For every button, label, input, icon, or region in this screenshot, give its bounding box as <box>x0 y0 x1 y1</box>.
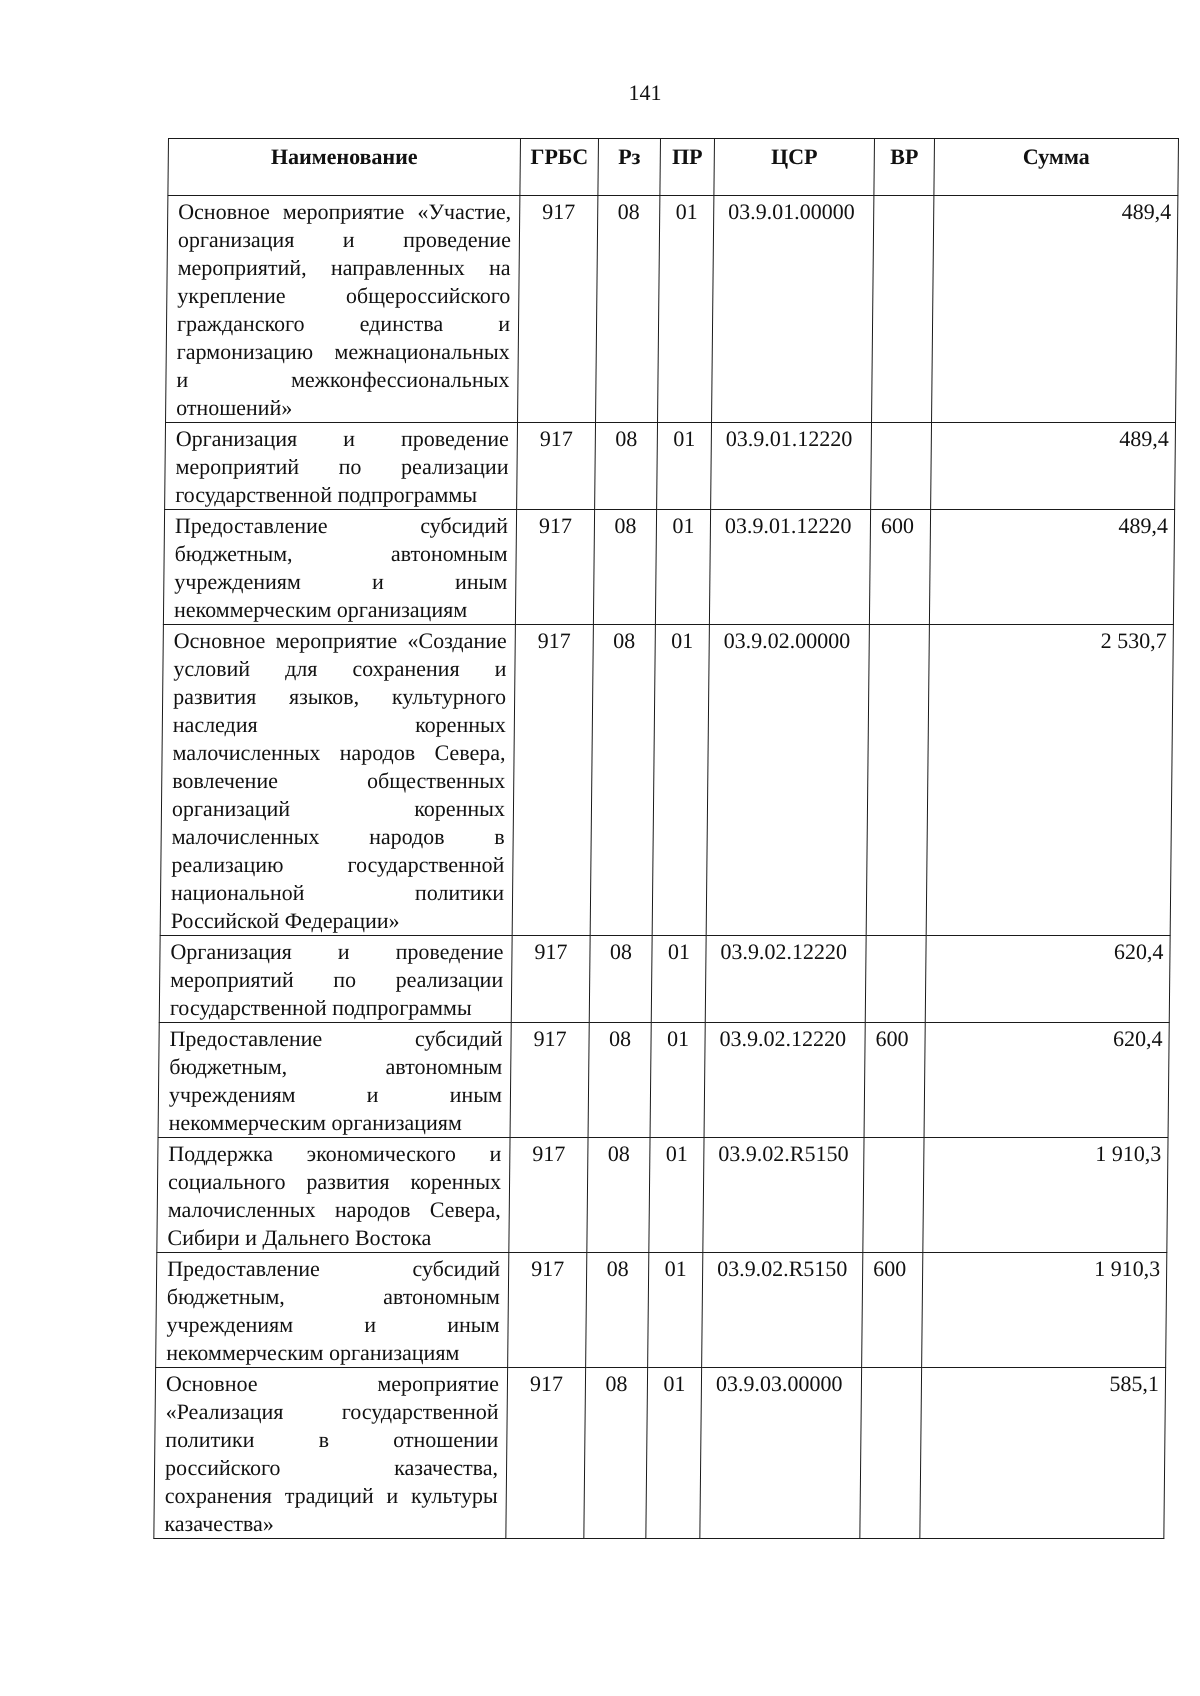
budget-table <box>153 138 1179 1539</box>
cell-vr: 600 <box>869 510 930 625</box>
cell-pr: 01 <box>651 936 706 1023</box>
table-row <box>165 423 1176 510</box>
cell-sum: 620,4 <box>925 936 1170 1023</box>
cell-vr <box>866 625 929 936</box>
table-header-row <box>168 139 1179 196</box>
cell-csr: 03.9.01.12220 <box>709 510 870 625</box>
cell-rz: 08 <box>584 1368 648 1539</box>
cell-csr: 03.9.01.00000 <box>712 196 874 423</box>
cell-sum: 489,4 <box>931 423 1176 510</box>
cell-pr: 01 <box>652 625 709 936</box>
cell-csr: 03.9.02.00000 <box>706 625 869 936</box>
cell-csr: 03.9.02.R5150 <box>703 1138 864 1253</box>
table-row <box>157 1138 1168 1253</box>
table-row <box>159 936 1170 1023</box>
cell-name: Поддержка экономического и социального развития коренных малочисленных народов Севера, Сибири и Дальнего Востока <box>157 1138 510 1253</box>
cell-grbs: 917 <box>512 625 593 936</box>
cell-name: Предоставление субсидий бюджетным, автономным учреждениям и иным некоммерческим организациям <box>163 510 516 625</box>
cell-pr: 01 <box>646 1368 702 1539</box>
cell-grbs: 917 <box>511 936 590 1023</box>
header-grbs: ГРБС <box>520 139 599 196</box>
cell-sum: 620,4 <box>924 1023 1169 1138</box>
header-pr: ПР <box>660 139 715 196</box>
header-sum: Сумма <box>934 139 1179 196</box>
cell-vr <box>865 936 926 1023</box>
cell-rz: 08 <box>595 423 658 510</box>
header-csr: ЦСР <box>714 139 875 196</box>
cell-sum: 489,4 <box>929 510 1174 625</box>
cell-csr: 03.9.02.12220 <box>704 1023 865 1138</box>
cell-sum: 1 910,3 <box>923 1138 1168 1253</box>
cell-csr: 03.9.02.12220 <box>705 936 866 1023</box>
cell-name: Основное мероприятие «Реализация государственной политики в отношении российского казачества, сохранения традиций и культуры казачества» <box>154 1368 508 1539</box>
cell-vr <box>863 1138 924 1253</box>
cell-grbs: 917 <box>508 1253 587 1368</box>
cell-pr: 01 <box>657 423 712 510</box>
table-row <box>163 510 1174 625</box>
cell-sum: 2 530,7 <box>926 625 1173 936</box>
cell-vr: 600 <box>862 1253 923 1368</box>
cell-sum: 1 910,3 <box>922 1253 1167 1368</box>
cell-pr: 01 <box>648 1253 703 1368</box>
cell-name: Организация и проведение мероприятий по реализации государственной подпрограммы <box>165 423 518 510</box>
cell-grbs: 917 <box>506 1368 586 1539</box>
cell-csr: 03.9.02.R5150 <box>702 1253 863 1368</box>
cell-sum: 585,1 <box>920 1368 1166 1539</box>
cell-sum: 489,4 <box>932 196 1178 423</box>
cell-rz: 08 <box>586 1253 649 1368</box>
cell-name: Основное мероприятие «Создание условий для сохранения и развития языков, культурного наследия коренных малочисленных народов Севера, вовлечение общественных организаций коренных малочисленных народов в реализацию государственной национальной политики Российской Федерации» <box>160 625 515 936</box>
cell-rz: 08 <box>589 936 652 1023</box>
header-rz: Рз <box>598 139 661 196</box>
cell-rz: 08 <box>588 1023 651 1138</box>
cell-grbs: 917 <box>515 510 594 625</box>
table-row <box>154 1368 1166 1539</box>
cell-grbs: 917 <box>510 1023 589 1138</box>
cell-name: Основное мероприятие «Участие, организация и проведение мероприятий, направленных на укрепление общероссийского гражданского единства и гармонизацию межнациональных и межконфессиональных отношений» <box>166 196 520 423</box>
cell-vr: 600 <box>864 1023 925 1138</box>
cell-vr <box>871 423 932 510</box>
table-row <box>166 196 1178 423</box>
cell-grbs: 917 <box>517 423 596 510</box>
cell-name: Предоставление субсидий бюджетным, автономным учреждениям и иным некоммерческим организациям <box>156 1253 509 1368</box>
cell-pr: 01 <box>655 510 710 625</box>
cell-rz: 08 <box>587 1138 650 1253</box>
cell-csr: 03.9.03.00000 <box>700 1368 862 1539</box>
header-name: Наименование <box>168 139 521 196</box>
page-number: 141 <box>628 80 662 105</box>
cell-rz: 08 <box>593 510 656 625</box>
table-row <box>156 1253 1167 1368</box>
table-row <box>158 1023 1169 1138</box>
cell-grbs: 917 <box>509 1138 588 1253</box>
cell-name: Предоставление субсидий бюджетным, автономным учреждениям и иным некоммерческим организациям <box>158 1023 511 1138</box>
cell-pr: 01 <box>650 1023 705 1138</box>
table-row <box>160 625 1173 936</box>
cell-rz: 08 <box>590 625 655 936</box>
cell-rz: 08 <box>596 196 660 423</box>
cell-vr <box>860 1368 922 1539</box>
cell-pr: 01 <box>649 1138 704 1253</box>
cell-pr: 01 <box>658 196 714 423</box>
budget-table-container <box>153 138 1178 1539</box>
cell-vr <box>872 196 934 423</box>
cell-csr: 03.9.01.12220 <box>711 423 872 510</box>
header-vr: ВР <box>874 139 935 196</box>
cell-grbs: 917 <box>518 196 598 423</box>
cell-name: Организация и проведение мероприятий по реализации государственной подпрограммы <box>159 936 512 1023</box>
